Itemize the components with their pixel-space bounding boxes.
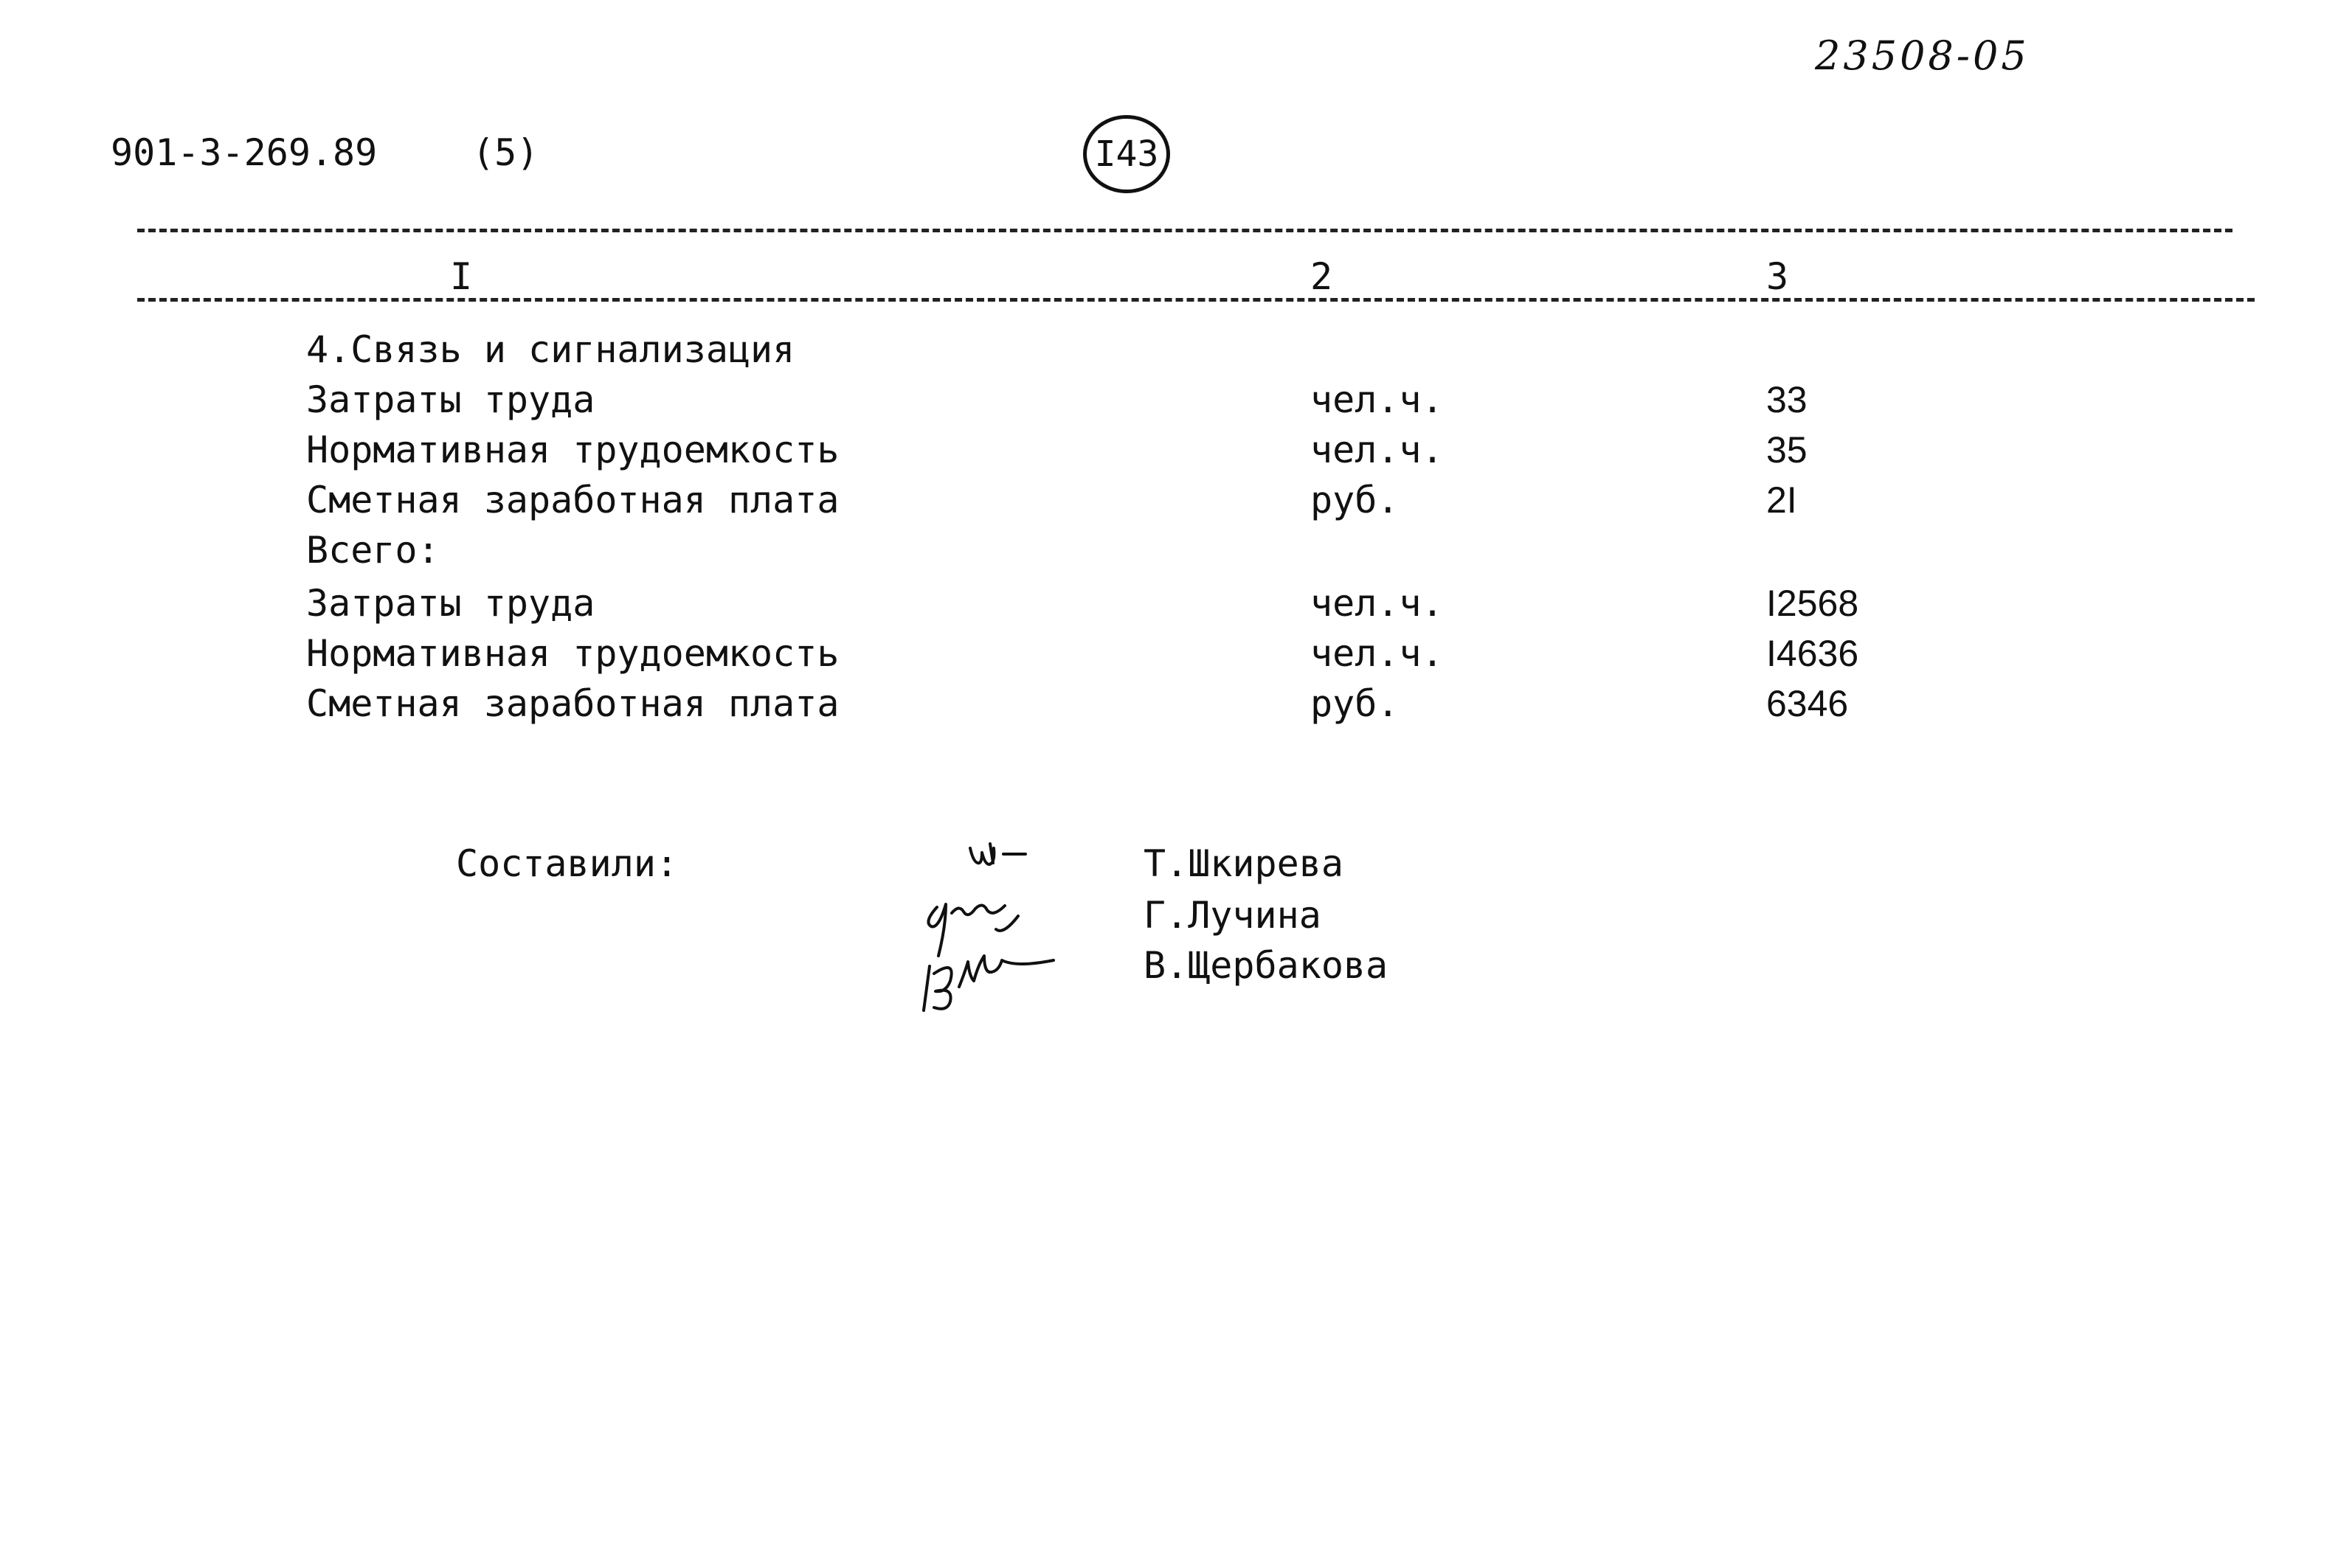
handwritten-archive-number: 23508-05 xyxy=(1815,32,2030,79)
compilers-label: Составили: xyxy=(456,842,679,885)
row-unit: чел.ч. xyxy=(1310,582,1444,625)
column-header-3: 3 xyxy=(1766,255,1789,298)
row-value: 2I xyxy=(1766,479,1797,521)
compiler-name-3: В.Щербакова xyxy=(1144,944,1388,987)
row-label: Затраты труда xyxy=(306,378,595,421)
row-value: I4636 xyxy=(1766,633,1859,674)
row-unit: чел.ч. xyxy=(1310,429,1444,471)
row-unit: руб. xyxy=(1310,479,1400,521)
row-unit: чел.ч. xyxy=(1310,378,1444,421)
page-number-stamp xyxy=(1083,115,1170,193)
row-value: I2568 xyxy=(1766,583,1859,624)
row-value: 35 xyxy=(1766,429,1808,471)
row-label: Нормативная трудоемкость xyxy=(306,632,840,675)
page-number: I43 xyxy=(1094,133,1159,175)
row-unit: чел.ч. xyxy=(1310,632,1444,675)
row-label: Сметная заработная плата xyxy=(306,682,840,725)
table-header-rule xyxy=(137,298,2255,302)
row-label: Нормативная трудоемкость xyxy=(306,429,840,471)
column-header-1: I xyxy=(450,255,473,298)
table-top-rule xyxy=(137,229,2232,232)
compiler-name-2: Г.Лучина xyxy=(1144,894,1321,937)
handwritten-signatures xyxy=(907,826,1158,1047)
row-value: 33 xyxy=(1766,379,1808,420)
row-unit: руб. xyxy=(1310,682,1400,725)
compiler-name-1: Т.Шкирева xyxy=(1144,842,1343,885)
document-code: 901-3-269.89 xyxy=(111,131,378,174)
column-header-2: 2 xyxy=(1310,255,1333,298)
row-value: 6346 xyxy=(1766,683,1849,724)
row-label: Сметная заработная плата xyxy=(306,479,840,521)
row-label: Всего: xyxy=(306,529,440,572)
signature-scribbles xyxy=(907,826,1158,1047)
row-label: 4.Связь и сигнализация xyxy=(306,328,795,371)
sheet-reference: (5) xyxy=(472,131,539,174)
row-label: Затраты труда xyxy=(306,582,595,625)
